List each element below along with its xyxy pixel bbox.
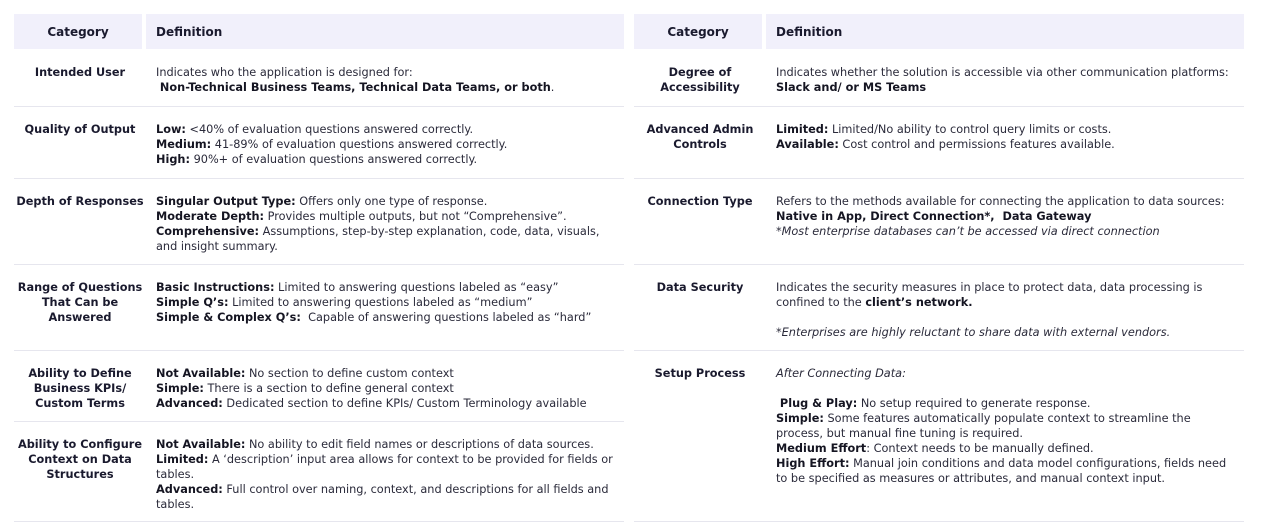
definition-line <box>776 65 1238 95</box>
definition-line <box>156 381 618 396</box>
definition-line <box>156 482 618 512</box>
term-text: Dedicated section to define KPIs/ Custom Terminology available <box>222 397 587 410</box>
category-cell: Setup Process <box>654 367 746 380</box>
term-label: Simple Q’s: <box>156 296 229 309</box>
definition-line <box>156 152 618 167</box>
right-table <box>634 14 1244 485</box>
category-cell: Advanced Admin Controls <box>646 123 754 151</box>
definition-cell <box>156 421 618 512</box>
line-spacer <box>776 310 1238 325</box>
term-text: Provides multiple outputs, but not “Comprehensive”. <box>264 210 567 223</box>
definition-line <box>776 411 1238 441</box>
term-label: Singular Output Type: <box>156 195 296 208</box>
definition-line <box>776 224 1238 239</box>
definition-line <box>776 325 1238 340</box>
definition-cell <box>776 49 1238 95</box>
definition-line <box>156 194 618 209</box>
term-label: Advanced: <box>156 483 223 496</box>
italic-note: *Most enterprise databases can’t be accessed via direct connection <box>776 225 1160 238</box>
definition-cell <box>156 350 618 411</box>
definition-cell <box>776 264 1238 340</box>
definition-line <box>776 441 1238 456</box>
term-label: Limited: <box>776 123 829 136</box>
term-emphasis: Slack and/ or MS Teams <box>776 81 927 94</box>
term-emphasis: client’s network. <box>865 296 973 309</box>
category-cell: Ability to Configure Context on Data Structures <box>17 438 143 481</box>
term-label: High Effort: <box>776 457 850 470</box>
term-label: Advanced: <box>156 397 223 410</box>
term-label: Native in App, Direct Connection*, Data Gateway <box>776 210 1092 223</box>
definition-line <box>776 396 1238 411</box>
table-row <box>14 106 624 179</box>
term-text: : Context needs to be manually defined. <box>866 442 1094 455</box>
definition-line <box>776 122 1238 137</box>
table-row <box>634 264 1244 351</box>
term-text: Indicates who the application is designed for: <box>156 66 413 79</box>
term-text: <40% of evaluation questions answered correctly. <box>185 123 474 136</box>
definition-line <box>156 366 618 381</box>
category-header: Category <box>634 14 762 49</box>
term-label: High: <box>156 153 190 166</box>
category-cell: Depth of Responses <box>16 195 144 208</box>
term-text: Offers only one type of response. <box>295 195 488 208</box>
category-cell: Degree of Accessibility <box>660 66 740 94</box>
definition-line <box>156 122 618 137</box>
term-text: Limited/No ability to control query limits or costs. <box>828 123 1112 136</box>
left-header-row <box>14 14 624 49</box>
term-label: Not Available: <box>156 367 246 380</box>
term-text: . <box>550 81 555 94</box>
definition-line <box>776 209 1238 224</box>
italic-note: *Enterprises are highly reluctant to share data with external vendors. <box>776 326 1171 339</box>
category-cell: Quality of Output <box>24 123 136 136</box>
definition-line <box>776 280 1238 310</box>
term-label: Basic Instructions: <box>156 281 275 294</box>
term-label: Not Available: <box>156 438 246 451</box>
definition-line <box>156 396 618 411</box>
term-text: There is a section to define general context <box>203 382 454 395</box>
definition-cell <box>156 106 618 167</box>
definition-cell <box>156 178 618 254</box>
term-text: Some features automatically populate context to streamline the process, but manual fine tuning is required. <box>776 412 1191 440</box>
table-row <box>14 49 624 107</box>
term-text: No section to define custom context <box>245 367 454 380</box>
term-text: Assumptions, step-by-step explanation, code, data, visuals, and insight summary. <box>156 225 600 253</box>
category-cell: Data Security <box>656 281 744 294</box>
term-label: Medium: <box>156 138 212 151</box>
definition-line <box>156 137 618 152</box>
definition-line <box>156 310 618 325</box>
term-text: A ‘description’ input area allows for context to be provided for fields or tables. <box>156 453 613 481</box>
line-spacer <box>776 381 1238 396</box>
table-row <box>14 178 624 265</box>
term-text: 41-89% of evaluation questions answered correctly. <box>211 138 508 151</box>
table-row <box>634 178 1244 265</box>
category-cell: Connection Type <box>647 195 753 208</box>
term-text: 90%+ of evaluation questions answered correctly. <box>189 153 478 166</box>
table-row <box>14 421 624 522</box>
term-label: Available: <box>776 138 839 151</box>
term-label: Plug & Play: <box>776 397 858 410</box>
term-text: Limited to answering questions labeled as “medium” <box>228 296 533 309</box>
definition-line <box>776 366 1238 381</box>
table-row <box>634 49 1244 107</box>
definition-line <box>156 295 618 310</box>
term-label: Medium Effort <box>776 442 867 455</box>
italic-note: After Connecting Data: <box>776 367 906 380</box>
term-label: Low: <box>156 123 186 136</box>
definition-line <box>156 209 618 224</box>
definition-line <box>156 280 618 295</box>
term-label: Simple: <box>156 382 204 395</box>
definition-line <box>156 65 618 80</box>
definition-line <box>156 437 618 452</box>
table-row <box>634 350 1244 522</box>
term-text: Cost control and permissions features available. <box>838 138 1115 151</box>
definition-line <box>156 452 618 482</box>
term-label: Simple: <box>776 412 824 425</box>
definition-line <box>776 456 1238 486</box>
right-header-row <box>634 14 1244 49</box>
definition-cell <box>156 49 618 95</box>
left-table <box>14 14 624 511</box>
category-cell: Ability to Define Business KPIs/ Custom Terms <box>28 367 132 410</box>
term-text: Manual join conditions and data model configurations, fields need to be specified as measures or attributes, and manual context input. <box>776 457 1227 485</box>
definition-cell <box>776 106 1238 152</box>
definition-line <box>776 194 1238 209</box>
term-label: Comprehensive: <box>156 225 260 238</box>
table-row <box>14 350 624 422</box>
category-cell: Intended User <box>34 66 126 79</box>
category-cell: Range of Questions That Can be Answered <box>17 281 143 324</box>
term-label: Limited: <box>156 453 209 466</box>
term-text: No ability to edit field names or descriptions of data sources. <box>245 438 594 451</box>
term-label: Simple & Complex Q’s: <box>156 311 301 324</box>
term-text: Limited to answering questions labeled as “easy” <box>274 281 559 294</box>
term-label: Moderate Depth: <box>156 210 265 223</box>
term-text: No setup required to generate response. <box>857 397 1091 410</box>
table-row <box>634 106 1244 179</box>
term-text: Full control over naming, context, and descriptions for all fields and tables. <box>156 483 609 511</box>
definition-header: Definition <box>766 14 1244 49</box>
term-text: Indicates the security measures in place to protect data, data processing is confined to the <box>776 281 1203 309</box>
definition-cell <box>156 264 618 325</box>
definition-line <box>776 137 1238 152</box>
definition-line <box>156 224 618 254</box>
term-text: Refers to the methods available for connecting the application to data sources: <box>776 195 1225 208</box>
term-label: Non-Technical Business Teams, Technical Data Teams, or both <box>156 81 551 94</box>
definition-line <box>156 80 618 95</box>
term-text: Indicates whether the solution is accessible via other communication platforms: <box>776 66 1229 79</box>
definition-header: Definition <box>146 14 624 49</box>
definition-cell <box>776 178 1238 239</box>
table-row <box>14 264 624 351</box>
definition-cell <box>776 350 1238 486</box>
category-header: Category <box>14 14 142 49</box>
term-text: Capable of answering questions labeled as “hard” <box>300 311 592 324</box>
